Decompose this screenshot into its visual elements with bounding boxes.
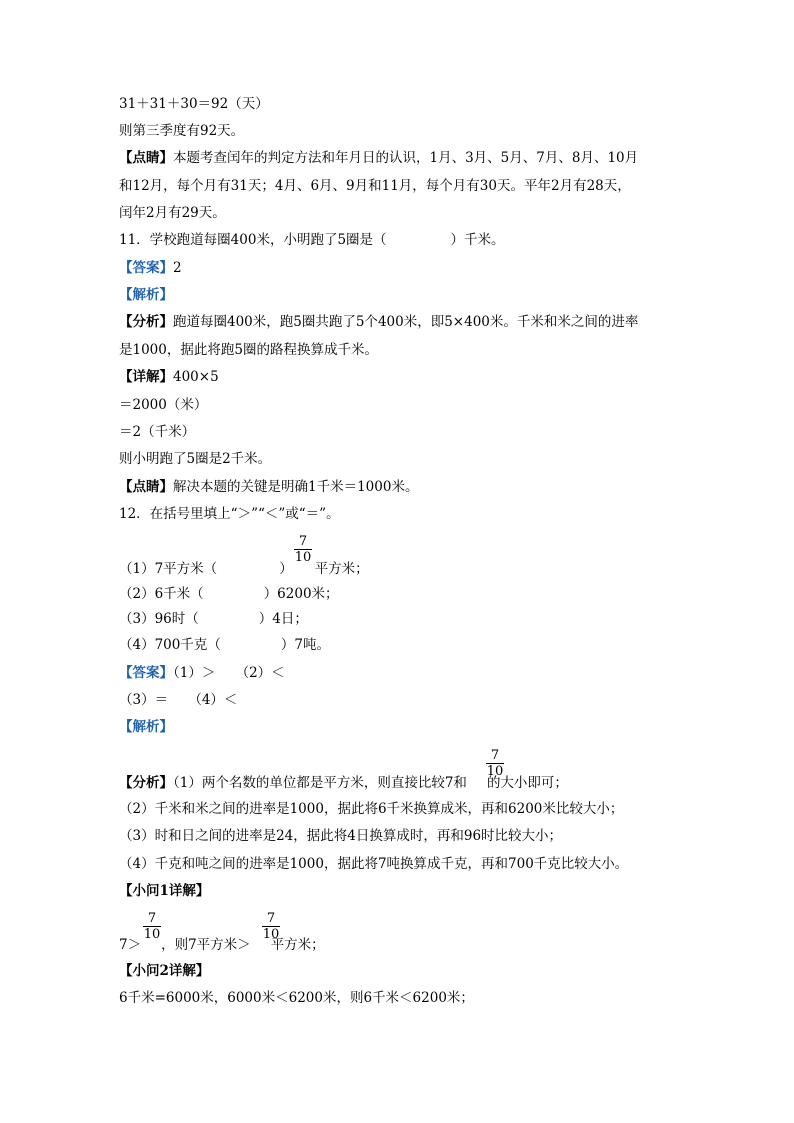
detail-11-line-4: 则小明跑了5圈是2千米。 (119, 451, 272, 467)
detail-11-text: 400×5 (173, 369, 219, 385)
subquestion-1-heading: 【小问1详解】 (119, 883, 210, 899)
comment-line-1 (119, 150, 638, 166)
xiangjie-tag: 【详解】 (119, 369, 173, 385)
answer-12-line-2: （3）＝ （4）＜ (119, 692, 238, 708)
comment-11 (119, 479, 418, 495)
fraction-denominator: 10 (143, 927, 161, 942)
fraction-numerator: 7 (266, 911, 276, 926)
question-12-part-2 (119, 586, 339, 602)
answer-12-values-1: （1）＞ （2）＜ (173, 665, 285, 681)
fraction-denominator: 10 (262, 927, 280, 942)
answer-12-line-1 (119, 665, 285, 681)
detail-11-line-3: ＝2（千米） (119, 424, 196, 440)
comment-line-2: 和12月，每个月有31天；4月、6月、9月和11月，每个月有30天。平年2月有28天， (119, 178, 631, 194)
dianjing-tag: 【点睛】 (119, 479, 173, 495)
analysis-12-text-1b: 的大小即可； (486, 775, 568, 791)
q12-1-text-c: 平方米； (314, 561, 369, 577)
jiexi-tag: 【解析】 (119, 287, 173, 303)
question-12-part-1 (119, 561, 369, 577)
subquestion-2-heading: 【小问2详解】 (119, 963, 210, 979)
question-12-part-4 (119, 637, 330, 653)
fraction-numerator: 7 (298, 534, 308, 549)
answer-11-value: 2 (173, 260, 182, 276)
question-11-text-a: 11．学校跑道每圈400米，小明跑了5圈是（ (119, 232, 387, 248)
analysis-12-text-1a: （1）两个名数的单位都是平方米，则直接比较7和 (173, 775, 467, 791)
comment-11-text: 解决本题的关键是明确1千米＝1000米。 (173, 479, 419, 495)
subquestion-1-detail (119, 937, 325, 953)
detail-11-line-1 (119, 369, 219, 385)
q12-2-text-b: ）6200米； (263, 586, 339, 602)
calc-line: 31＋31＋30＝92（天） (119, 96, 269, 112)
q12-4-text-b: ）7吨。 (280, 637, 330, 653)
question-11-text-b: ）千米。 (450, 232, 505, 248)
subquestion-2-detail: 6千米=6000米，6000米＜6200米，则6千米＜6200米； (119, 990, 474, 1006)
fraction-numerator: 7 (147, 911, 157, 926)
fraction-numerator: 7 (490, 748, 500, 763)
answer-tag: 【答案】 (119, 260, 173, 276)
q12-1-text-a: （1）7平方米（ (119, 561, 218, 577)
question-11 (119, 232, 505, 248)
q12-3-text-a: （3）96时（ (119, 611, 199, 627)
analysis-12-line-4: （4）千克和吨之间的进率是1000，据此将7吨换算成千克，再和700千克比较大小。 (119, 856, 629, 872)
q12-3-text-b: ）4日； (258, 611, 308, 627)
q12-2-text-a: （2）6千米（ (119, 586, 204, 602)
answer-11 (119, 260, 182, 276)
analysis-12-line-3: （3）时和日之间的进率是24，据此将4日换算成时，再和96时比较大小； (119, 828, 563, 844)
question-12-part-3 (119, 611, 308, 627)
fraction-denominator: 10 (486, 764, 504, 779)
comment-line-3: 闰年2月有29天。 (119, 205, 226, 221)
answer-tag: 【答案】 (119, 665, 173, 681)
fenxi-tag: 【分析】 (119, 775, 173, 791)
analysis-11-text: 跑道每圈400米，跑5圈共跑了5个400米，即5×400米。千米和米之间的进率 (173, 314, 639, 330)
analysis-12-line-1 (119, 775, 568, 791)
question-12: 12．在括号里填上“＞”“＜”或“＝”。 (119, 506, 340, 522)
comment-text: 本题考查闰年的判定方法和年月日的认识，1月、3月、5月、7月、8月、10月 (173, 150, 639, 166)
analysis-11-line-2: 是1000，据此将跑5圈的路程换算成千米。 (119, 342, 378, 358)
detail-11-line-2: ＝2000（米） (119, 397, 208, 413)
detail-1-text-c: 平方米； (270, 937, 325, 953)
q12-4-text-a: （4）700千克（ (119, 637, 221, 653)
dianjing-tag: 【点睛】 (119, 150, 173, 166)
fraction-denominator: 10 (294, 550, 312, 565)
fenxi-tag: 【分析】 (119, 314, 173, 330)
analysis-12-line-2: （2）千米和米之间的进率是1000，据此将6千米换算成米，再和6200米比较大小； (119, 801, 624, 817)
jiexi-tag: 【解析】 (119, 719, 173, 735)
analysis-11-line-1 (119, 314, 638, 330)
calc-result: 则第三季度有92天。 (119, 123, 245, 139)
detail-1-text-b: ，则7平方米＞ (161, 937, 251, 953)
q12-1-text-b: ） (279, 561, 293, 577)
detail-1-text-a: 7＞ (119, 937, 142, 953)
